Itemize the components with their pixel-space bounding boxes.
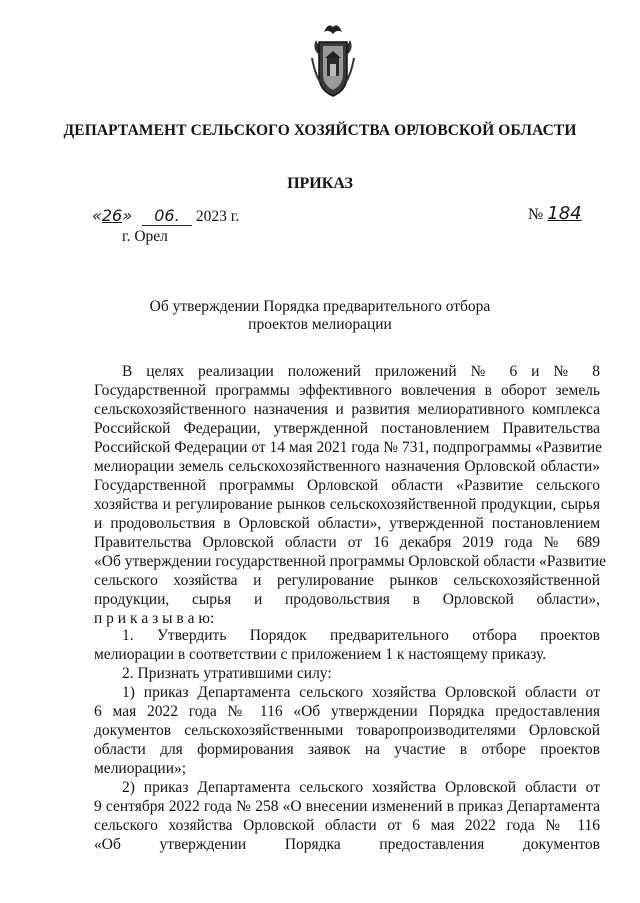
body-line: Государственной программы Орловской области «Развитие сельского: [94, 477, 600, 494]
body-line: и продовольствия в Орловской области», утвержденной постановлением: [94, 515, 600, 532]
subitem-1-line: области для формирования заявок на участие в отборе проектов: [94, 741, 600, 758]
body-line: Российской Федерации от 14 мая 2021 года № 731, подпрограммы «Развитие: [94, 439, 603, 456]
date-close-quote: »: [122, 206, 133, 225]
body-line-prikazyvayu: п р и к а з ы в а ю:: [94, 610, 215, 627]
body-line: сельскохозяйственного назначения и развития мелиоративного комплекса: [94, 401, 600, 418]
subitem-2-line: 9 сентября 2022 года № 258 «О внесении изменений в приказ Департамента: [94, 798, 600, 815]
subitem-1-line: 6 мая 2022 года № 116 «Об утверждении Порядка предоставления: [94, 703, 600, 720]
body-line: хозяйства и регулирование рынков сельскохозяйственной продукции, сырья: [94, 496, 600, 513]
body-line: сельского хозяйства и регулирование рынков сельскохозяйственной: [94, 572, 600, 589]
number-prefix: №: [528, 206, 544, 223]
document-type: ПРИКАЗ: [287, 175, 353, 192]
number-value: 184: [547, 203, 582, 224]
body-line: продукции, сырья и продовольствия в Орловской области»,: [94, 591, 600, 608]
date-year: 2023 г.: [195, 208, 240, 225]
body-line: Правительства Орловской области от 16 декабря 2019 года № 689: [94, 534, 600, 551]
item-1-line: мелиорации в соответствии с приложением 1 к настоящему приказу.: [94, 646, 547, 663]
date-open-quote: «: [92, 206, 102, 225]
body-line: мелиорации земель сельскохозяйственного назначения Орловской области»: [94, 458, 600, 475]
department-title: ДЕПАРТАМЕНТ СЕЛЬСКОГО ХОЗЯЙСТВА ОРЛОВСКОЙ ОБЛАСТИ: [63, 122, 577, 139]
body-line: В целях реализации положений приложений № 6 и № 8: [122, 363, 600, 380]
date-month: 06.: [142, 206, 192, 226]
item-1-line: 1. Утвердить Порядок предварительного отбора проектов: [122, 627, 600, 644]
date-day: 26: [101, 206, 123, 225]
subject-line-2: проектов мелиорации: [248, 316, 392, 333]
subitem-1-line: документов сельскохозяйственными товаропроизводителями Орловской: [94, 722, 600, 739]
city: г. Орел: [122, 228, 168, 245]
body-line: Российской Федерации, утвержденной постановлением Правительства: [94, 420, 600, 437]
subitem-2-line: 2) приказ Департамента сельского хозяйства Орловской области от: [122, 779, 600, 796]
subitem-2-line: «Об утверждении Порядка предоставления документов: [94, 836, 600, 853]
body-line: «Об утверждении государственной программы Орловской области «Развитие: [94, 553, 606, 570]
subitem-1-line: 1) приказ Департамента сельского хозяйства Орловской области от: [122, 684, 600, 701]
subitem-1-line: мелиорации»;: [94, 760, 187, 777]
body-line: Государственной программы эффективного вовлечения в оборот земель: [94, 382, 600, 399]
document-number: [528, 203, 582, 224]
subject-line-1: Об утверждении Порядка предварительного отбора: [149, 298, 491, 315]
coat-of-arms-emblem: [310, 18, 356, 100]
document-date: [92, 206, 239, 226]
item-2-line: 2. Признать утратившими силу:: [122, 665, 332, 682]
subitem-2-line: сельского хозяйства Орловской области от 6 мая 2022 года № 116: [94, 817, 600, 834]
